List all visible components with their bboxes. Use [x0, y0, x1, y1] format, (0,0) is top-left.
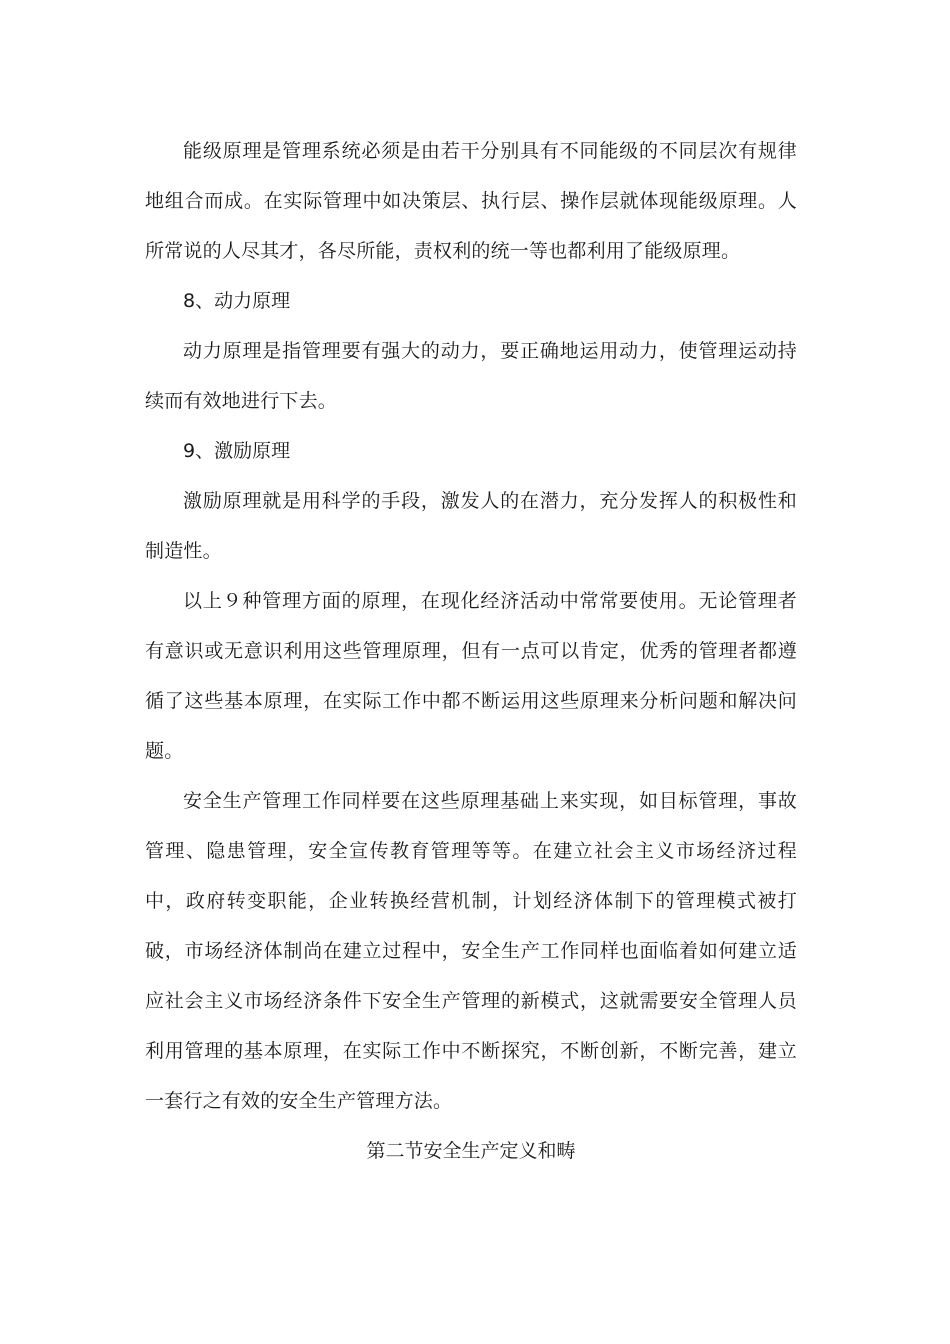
paragraph-summary-principles: 以上９种管理方面的原理，在现化经济活动中常常要使用。无论管理者有意识或无意识利用这些管理原理，但有一点可以肯定，优秀的管理者都遵循了这些基本原理，在实际工作中都不断运用这些原理来分析问题和解决问题。	[145, 590, 797, 762]
paragraph-incentive-principle: 激励原理就是用科学的手段，激发人的在潜力，充分发挥人的积极性和制造性。	[145, 490, 797, 562]
paragraph-energy-level-principle: 能级原理是管理系统必须是由若干分别具有不同能级的不同层次有规律地组合而成。在实际管理中如决策层、执行层、操作层就体现能级原理。人所常说的人尽其才，各尽所能，责权利的统一等也都利用了能级原理。	[145, 140, 797, 262]
section-title: 第二节安全生产定义和畴	[366, 1140, 576, 1162]
paragraph-safety-management: 安全生产管理工作同样要在这些原理基础上来实现，如目标管理，事故管理、隐患管理，安全宣传教育管理等等。在建立社会主义市场经济过程中，政府转变职能，企业转换经营机制，计划经济体制下的管理模式被打破，市场经济体制尚在建立过程中，安全生产工作同样也面临着如何建立适应社会主义市场经济条件下安全生产管理的新模式，这就需要安全管理人员利用管理的基本原理，在实际工作中不断探究，不断创新，不断完善，建立一套行之有效的安全生产管理方法。	[145, 790, 797, 1112]
document-body	[145, 126, 797, 1176]
item-heading-incentive: 9、激励原理	[183, 440, 291, 462]
item-heading-motivation-power: 8、动力原理	[183, 290, 291, 312]
paragraph-motivation-power-principle: 动力原理是指管理要有强大的动力，要正确地运用动力，使管理运动持续而有效地进行下去。	[145, 340, 797, 412]
